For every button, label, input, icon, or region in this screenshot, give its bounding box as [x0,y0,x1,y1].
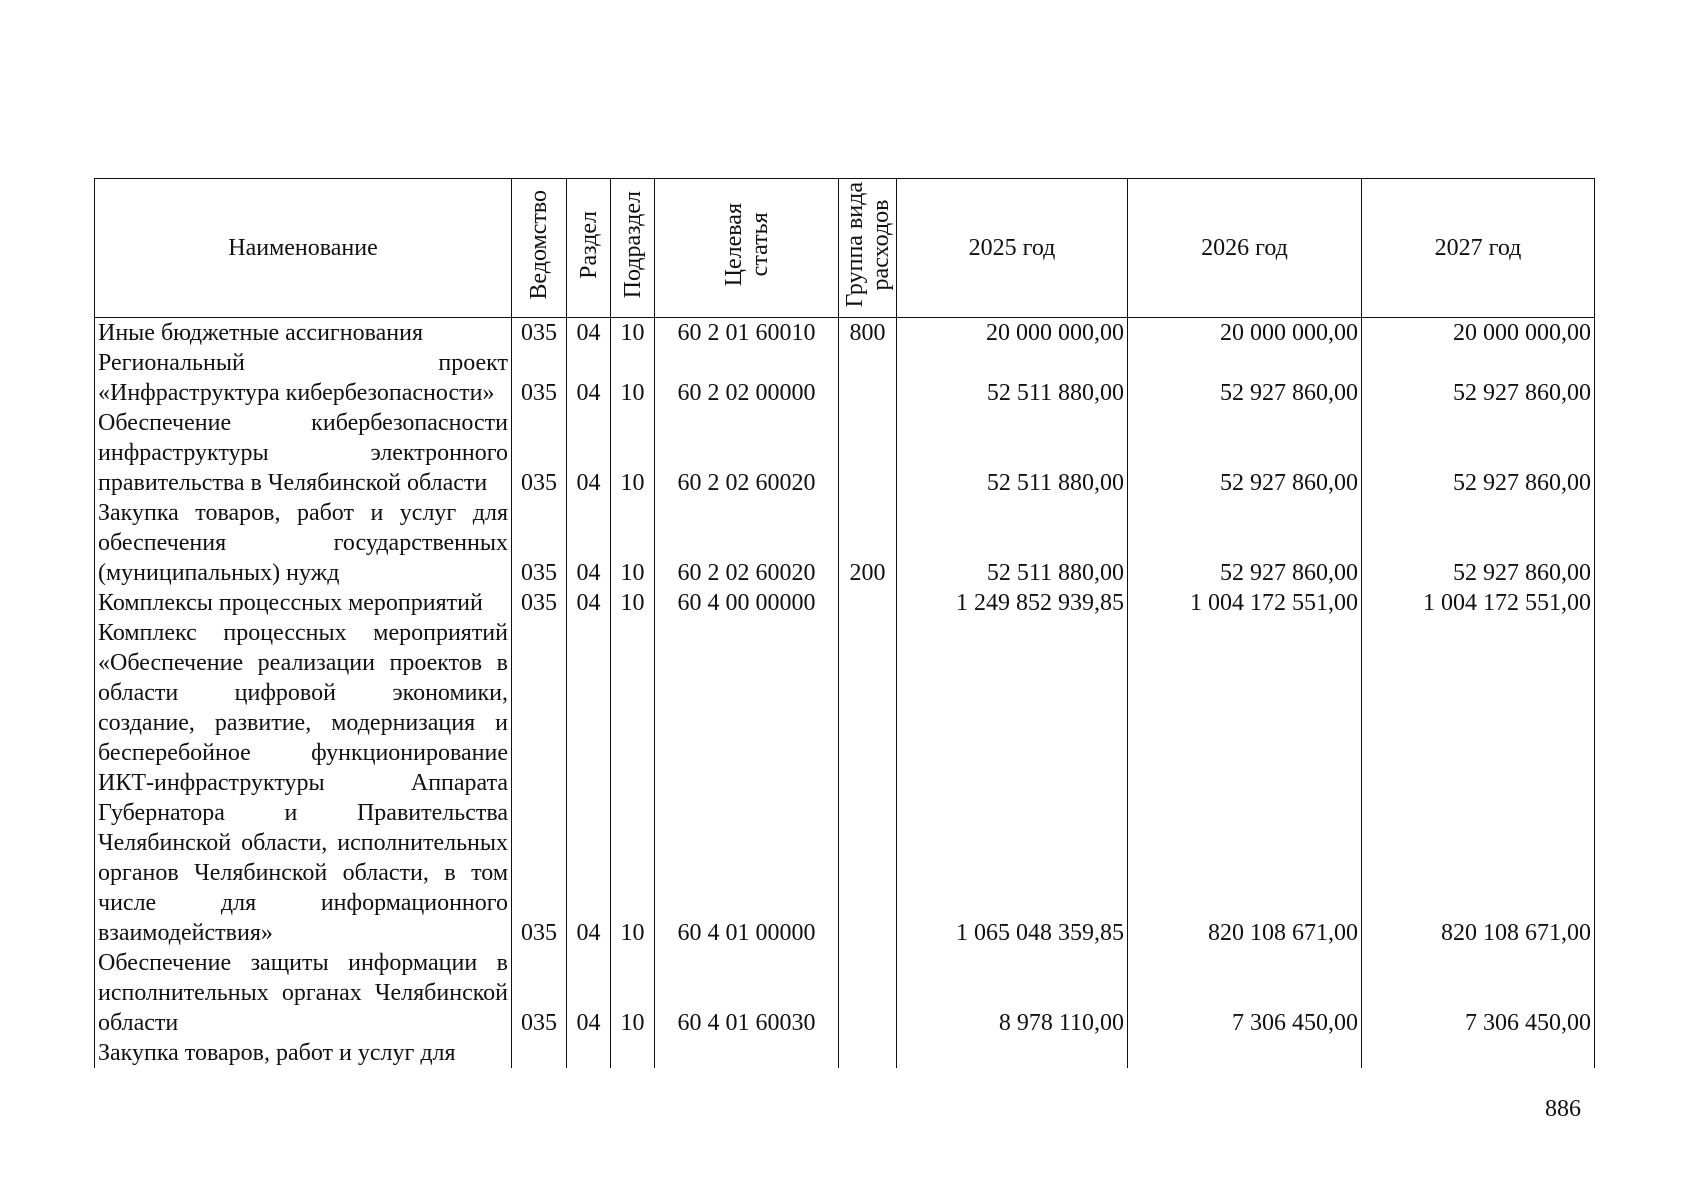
row-2025: 52 511 880,00 [897,408,1128,498]
page-number: 886 [1545,1096,1581,1122]
row-vedomstvo [512,1038,567,1068]
row-2027 [1362,1038,1595,1068]
row-target: 60 4 01 00000 [655,618,839,948]
header-podrazdel: Подраздел [611,179,655,318]
row-name: Иные бюджетные ассигнования [95,318,512,349]
row-group: 200 [839,498,897,588]
row-group [839,948,897,1038]
row-target: 60 4 00 00000 [655,588,839,618]
row-2025: 52 511 880,00 [897,498,1128,588]
row-group [839,348,897,408]
row-2026: 20 000 000,00 [1128,318,1362,349]
table-row [95,318,1595,349]
row-2026: 52 927 860,00 [1128,498,1362,588]
row-razdel: 04 [567,588,611,618]
table-header-row [95,179,1595,318]
row-2027: 820 108 671,00 [1362,618,1595,948]
row-razdel [567,1038,611,1068]
table-row [95,408,1595,498]
header-name: Наименование [95,179,512,318]
row-2027: 52 927 860,00 [1362,408,1595,498]
row-razdel: 04 [567,348,611,408]
row-razdel: 04 [567,408,611,498]
row-razdel: 04 [567,498,611,588]
table-row [95,948,1595,1038]
row-vedomstvo: 035 [512,348,567,408]
header-2025: 2025 год [897,179,1128,318]
header-2026: 2026 год [1128,179,1362,318]
row-name: Закупка товаров, работ и услуг для [95,1038,512,1068]
table-row [95,618,1595,948]
row-2026: 52 927 860,00 [1128,348,1362,408]
row-vedomstvo: 035 [512,948,567,1038]
row-name: Комплекс процессных мероприятий «Обеспечение реализации проектов в области цифровой экономики, создание, развитие, модернизация и бесперебойное функционирование ИКТ-инфраструктуры Аппарата Губернатора и Правительства Челябинской области, исполнительных органов Челябинской области, в том числе для информационного взаимодействия» [95,618,512,948]
row-target [655,1038,839,1068]
table-row [95,498,1595,588]
row-razdel: 04 [567,318,611,349]
header-target: Целевая статья [655,179,839,318]
row-2025: 8 978 110,00 [897,948,1128,1038]
row-vedomstvo: 035 [512,618,567,948]
row-2027: 1 004 172 551,00 [1362,588,1595,618]
row-target: 60 2 01 60010 [655,318,839,349]
row-podrazdel: 10 [611,408,655,498]
row-vedomstvo: 035 [512,408,567,498]
row-podrazdel: 10 [611,348,655,408]
row-2027: 7 306 450,00 [1362,948,1595,1038]
row-target: 60 2 02 00000 [655,348,839,408]
row-group [839,1038,897,1068]
row-podrazdel: 10 [611,498,655,588]
row-2025: 52 511 880,00 [897,348,1128,408]
row-vedomstvo: 035 [512,588,567,618]
row-name: Региональный проект «Инфраструктура кибербезопасности» [95,348,512,408]
row-2025: 1 065 048 359,85 [897,618,1128,948]
header-razdel: Раздел [567,179,611,318]
row-2027: 52 927 860,00 [1362,348,1595,408]
row-group: 800 [839,318,897,349]
row-2026: 52 927 860,00 [1128,408,1362,498]
row-vedomstvo: 035 [512,318,567,349]
row-vedomstvo: 035 [512,498,567,588]
row-2026: 820 108 671,00 [1128,618,1362,948]
row-2027: 52 927 860,00 [1362,498,1595,588]
row-podrazdel: 10 [611,588,655,618]
row-razdel: 04 [567,618,611,948]
row-name: Обеспечение защиты информации в исполнительных органах Челябинской области [95,948,512,1038]
row-name: Закупка товаров, работ и услуг для обеспечения государственных (муниципальных) нужд [95,498,512,588]
row-target: 60 2 02 60020 [655,498,839,588]
row-group [839,408,897,498]
table-row [95,588,1595,618]
row-podrazdel: 10 [611,948,655,1038]
row-group [839,618,897,948]
header-2027: 2027 год [1362,179,1595,318]
budget-table [94,178,1595,1068]
row-2026: 7 306 450,00 [1128,948,1362,1038]
row-group [839,588,897,618]
row-target: 60 4 01 60030 [655,948,839,1038]
table-row [95,348,1595,408]
row-razdel: 04 [567,948,611,1038]
row-name: Обеспечение кибербезопасности инфраструктуры электронного правительства в Челябинской области [95,408,512,498]
row-2025 [897,1038,1128,1068]
row-name: Комплексы процессных мероприятий [95,588,512,618]
row-2026 [1128,1038,1362,1068]
row-podrazdel: 10 [611,618,655,948]
header-vedomstvo: Ведомство [512,179,567,318]
row-2025: 1 249 852 939,85 [897,588,1128,618]
table-row [95,1038,1595,1068]
row-2027: 20 000 000,00 [1362,318,1595,349]
row-podrazdel [611,1038,655,1068]
row-2026: 1 004 172 551,00 [1128,588,1362,618]
row-2025: 20 000 000,00 [897,318,1128,349]
row-podrazdel: 10 [611,318,655,349]
header-group: Группа вида расходов [839,179,897,318]
row-target: 60 2 02 60020 [655,408,839,498]
